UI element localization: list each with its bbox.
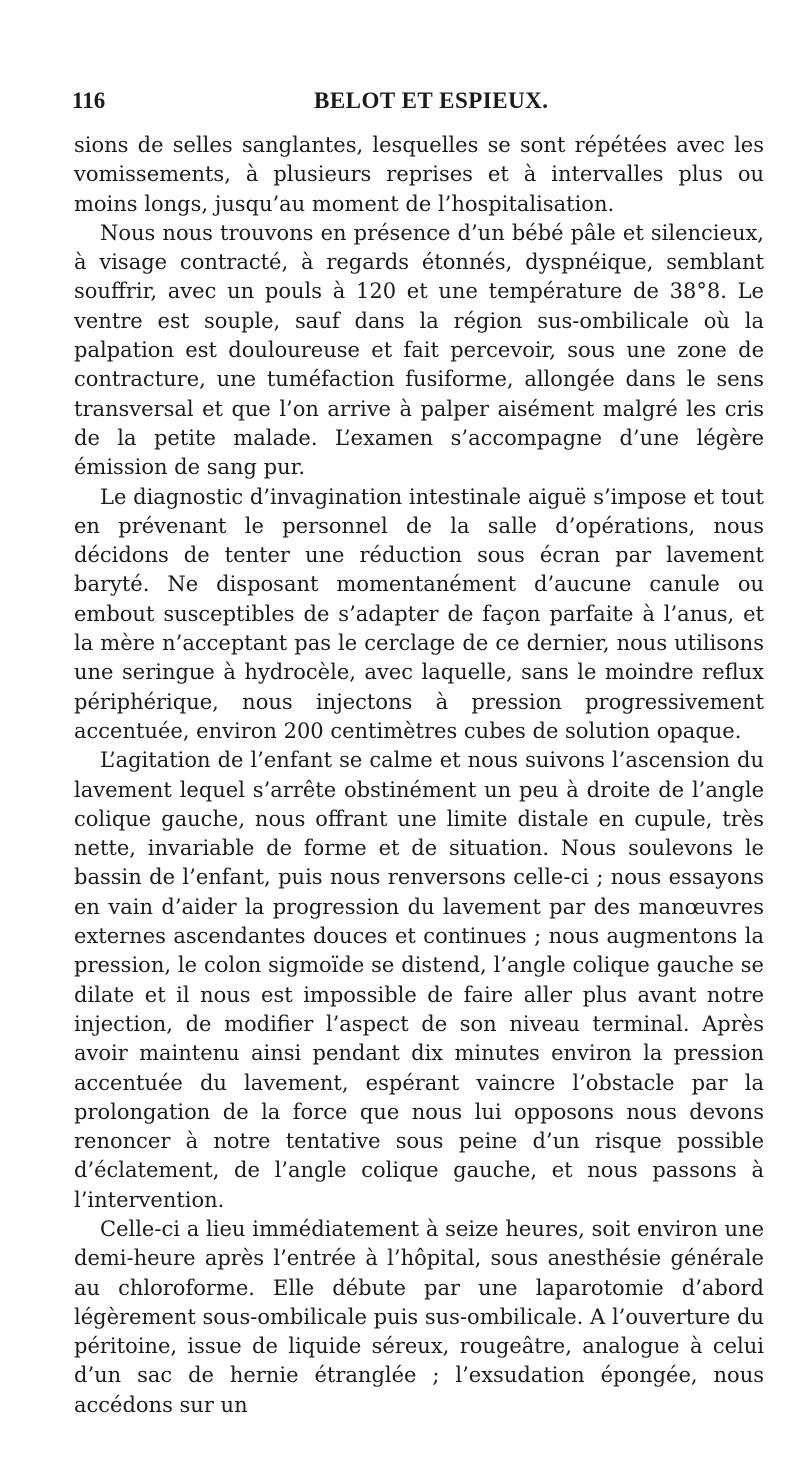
paragraph-continuation: sions de selles sanglantes, lesquelles se sont répétées avec les vomissements, à plusieurs reprises et à intervalles plus ou moins longs, jusqu’au moment de l’hospitalisation. — [74, 133, 764, 216]
body-text — [74, 131, 764, 1420]
running-head — [72, 88, 762, 118]
paragraph-diagnosis: Le diagnostic d’invagination intestinale aiguë s’impose et tout en prévenant le personnel de la salle d’opérations, nous décidons de tenter une réduction sous écran par lavement baryté. Ne disposant momentanément d’aucune canule ou embout susceptibles de s’adapter de façon parfaite à l’anus, et la mère n’acceptant pas le cerclage de ce dernier, nous utilisons une seringue à hydrocèle, avec laquelle, sans le moindre reflux périphérique, nous injectons à pression progressivement accentuée, environ 200 centimètres cubes de solution opaque. — [74, 484, 764, 743]
paragraph-examination: Nous nous trouvons en présence d’un bébé pâle et silencieux, à visage contracté, à regards étonnés, dyspnéique, semblant souffrir, avec un pouls à 120 et une température de 38°8. Le ventre est souple, sauf dans la région sus-ombilicale où la palpation est douloureuse et fait percevoir, sous une zone de contracture, une tuméfaction fusiforme, allongée dans le sens transversal et que l’on arrive à palper aisément malgré les cris de la petite malade. L’examen s’accompagne d’une légère émission de sang pur. — [74, 220, 764, 480]
page-number: 116 — [72, 88, 106, 113]
running-title: BELOT ET ESPIEUX. — [314, 88, 549, 113]
paragraph-intervention: Celle-ci a lieu immédiatement à seize heures, soit environ une demi-heure après l’entrée à l’hôpital, sous anesthésie générale au chloroforme. Elle débute par une laparotomie d’abord légèrement sous-ombilicale puis sus-ombilicale. A l’ouverture du péritoine, issue de liquide séreux, rougeâtre, analogue à celui d’un sac de hernie étranglée ; l’exsudation épongée, nous accédons sur un — [74, 1216, 764, 1417]
paragraph-lavement: L’agitation de l’enfant se calme et nous suivons l’ascension du lavement lequel s’arrête obstinément un peu à droite de l’angle colique gauche, nous offrant une limite distale en cupule, très nette, invariable de forme et de situation. Nous soulevons le bassin de l’enfant, puis nous renversons celle-ci ; nous essayons en vain d’aider la progression du lavement par des manœuvres externes ascendantes douces et continues ; nous augmentons la pression, le colon sigmoïde se distend, l’angle colique gauche se dilate et il nous est impossible de faire aller plus avant notre injection, de modifier l’aspect de son niveau terminal. Après avoir maintenu ainsi pendant dix minutes environ la pression accentuée du lavement, espérant vaincre l’obstacle par la prolongation de la force que nous lui opposons nous devons renoncer à notre tentative sous peine d’un risque possible d’éclatement, de l’angle colique gauche, et nous passons à l’intervention. — [74, 748, 764, 1212]
